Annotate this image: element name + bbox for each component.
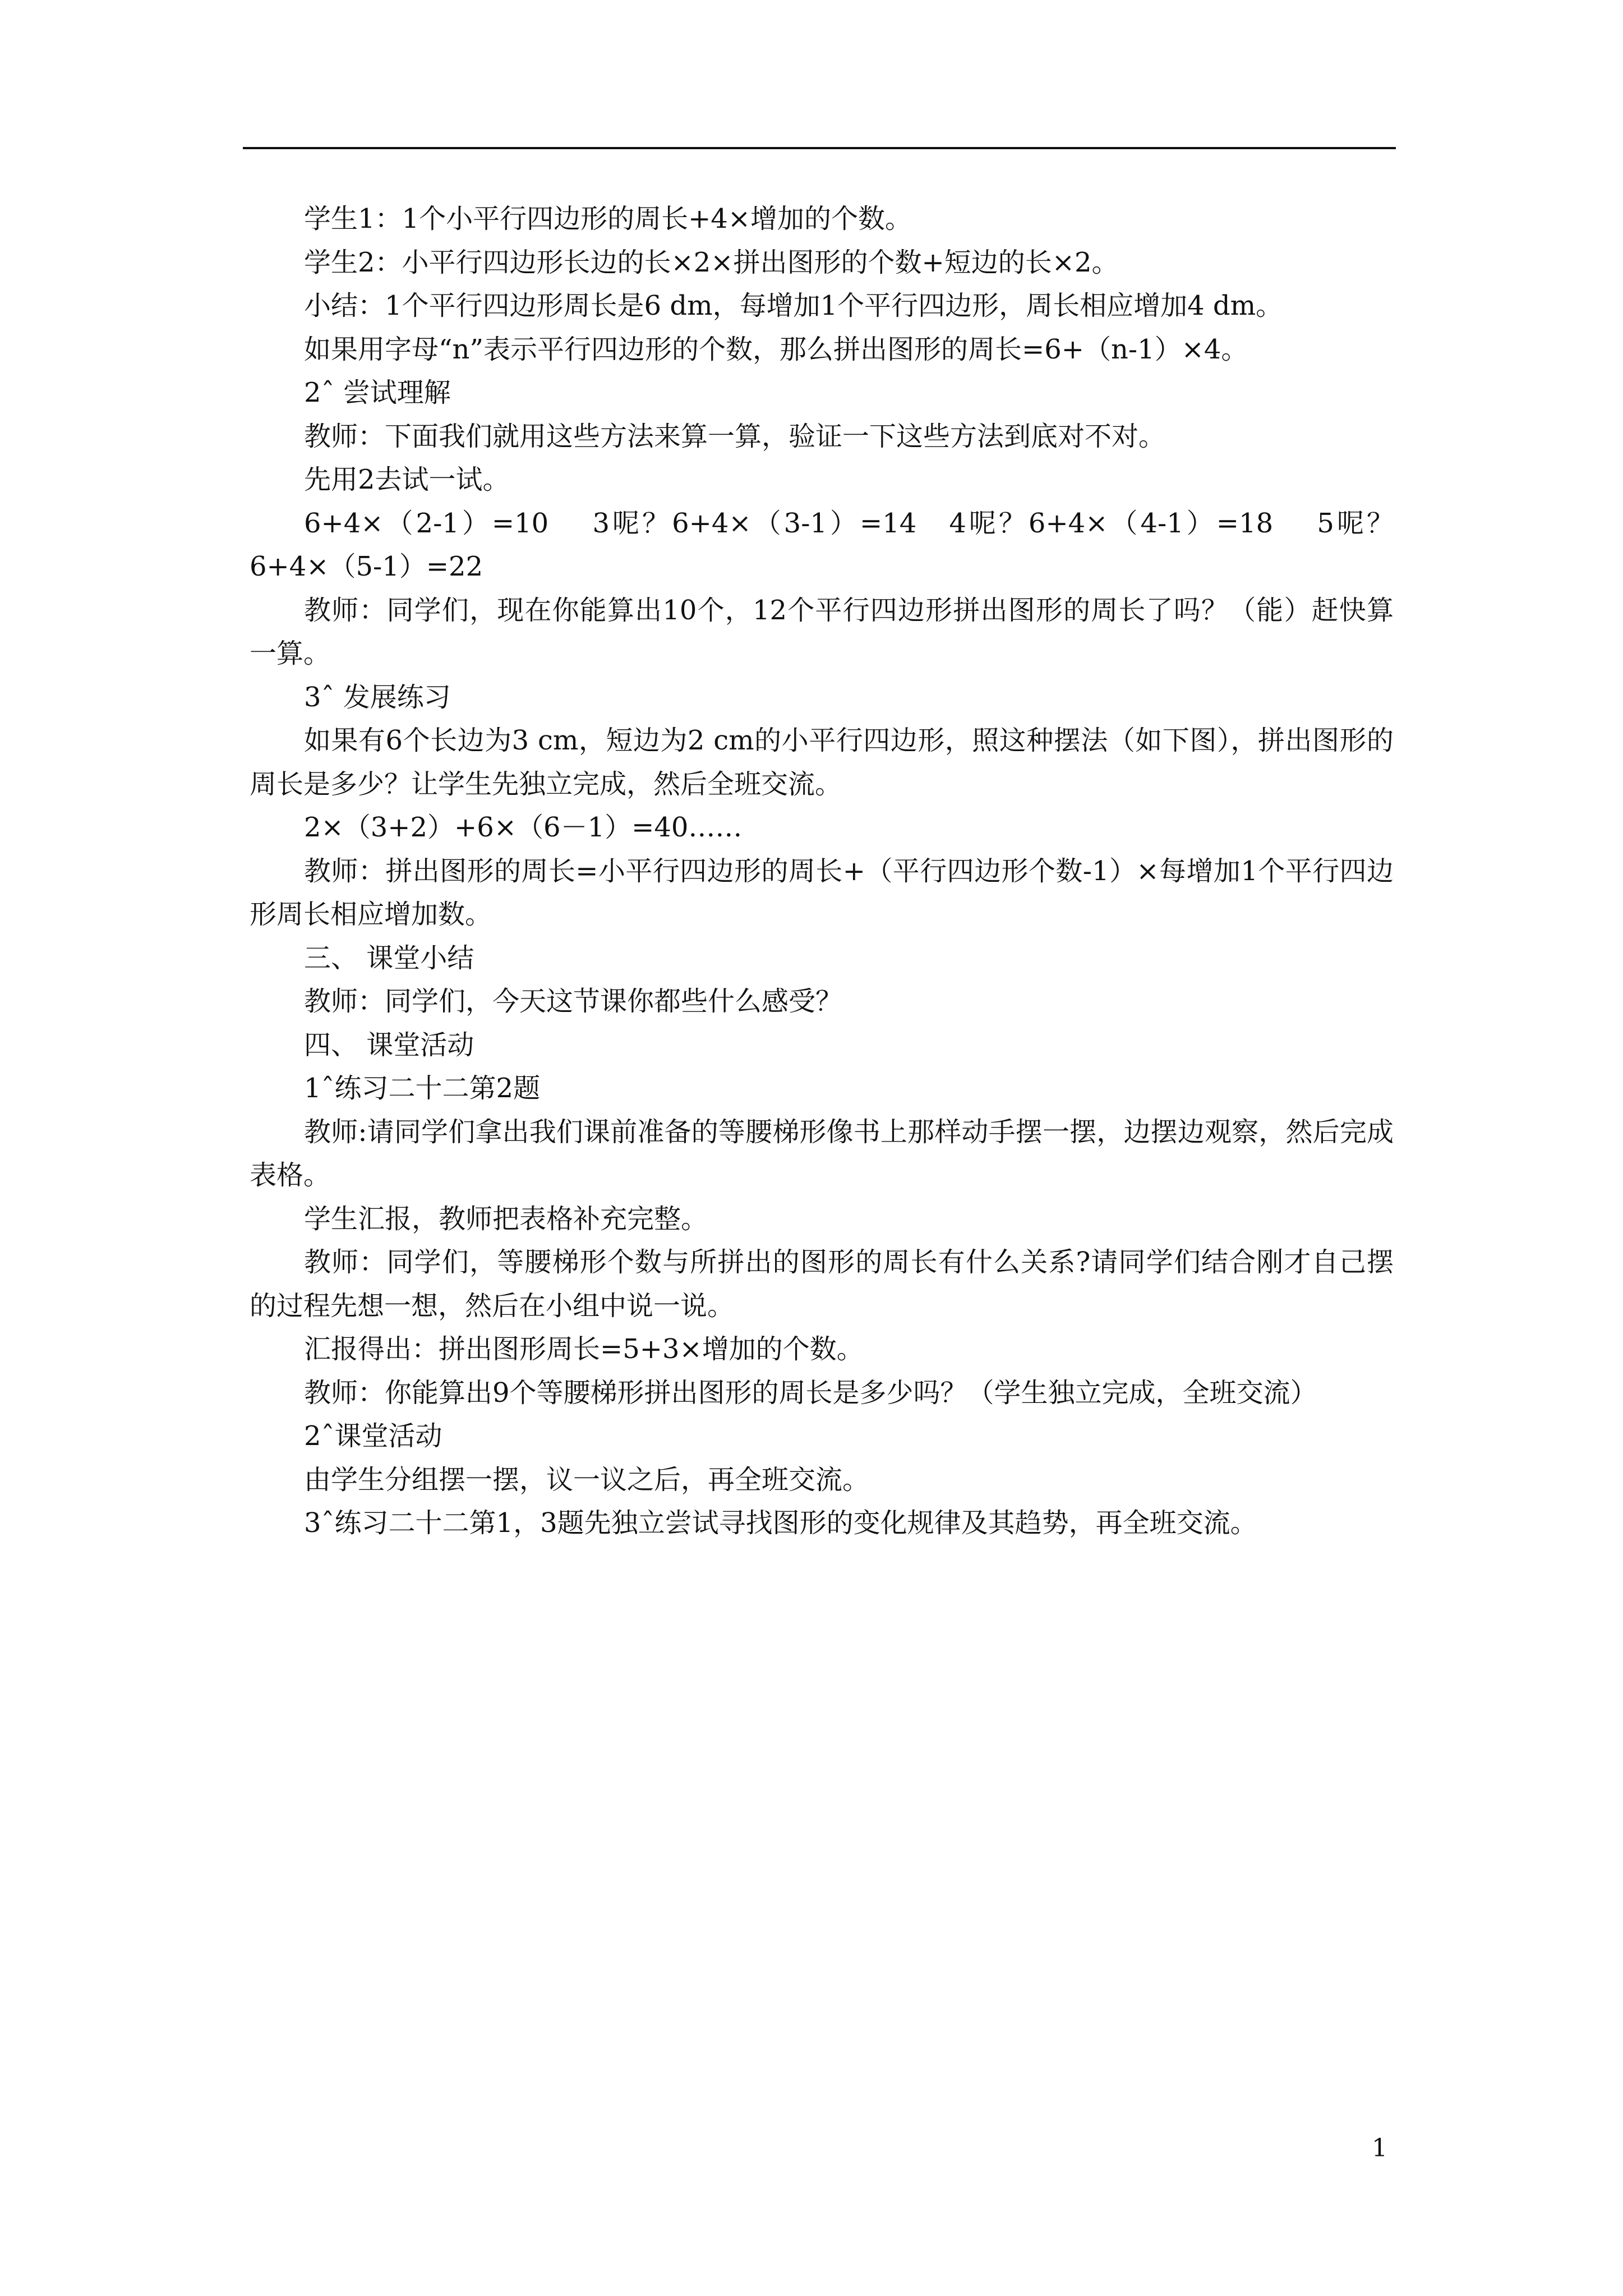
section-heading: 1ˆ练习二十二第2题 (304, 1073, 541, 1104)
page-number: 1 (1372, 2134, 1387, 2162)
header-rule (243, 147, 1396, 149)
paragraph: 教师:请同学们拿出我们课前准备的等腰梯形像书上那样动手摆一摆，边摆边观察，然后完成表格。 (250, 1116, 1394, 1191)
body-text (250, 197, 1394, 1545)
section-heading: 2ˆ课堂活动 (304, 1420, 442, 1452)
calculation-line: 6+4×（2-1）=10 3呢？6+4×（3-1）=14 4呢？6+4×（4-1）=18 5呢？6+4×（5-1）=22 (250, 507, 1394, 582)
paragraph: 教师：拼出图形的周长=小平行四边形的周长+（平行四边形个数-1）×每增加1个平行四边形周长相应增加数。 (250, 855, 1394, 930)
paragraph: 由学生分组摆一摆，议一议之后，再全班交流。 (304, 1464, 870, 1496)
paragraph: 教师：同学们，等腰梯形个数与所拼出的图形的周长有什么关系?请同学们结合刚才自己摆的过程先想一想，然后在小组中说一说。 (250, 1246, 1394, 1322)
paragraph: 如果用字母“n”表示平行四边形的个数，那么拼出图形的周长=6+（n-1）×4。 (304, 333, 1248, 365)
paragraph: 3ˆ练习二十二第1，3题先独立尝试寻找图形的变化规律及其趋势，再全班交流。 (304, 1507, 1257, 1539)
section-heading: 四、 课堂活动 (304, 1029, 474, 1061)
paragraph: 小结：1个平行四边形周长是6 dm，每增加1个平行四边形，周长相应增加4 dm。 (304, 290, 1283, 321)
paragraph: 如果有6个长边为3 cm，短边为2 cm的小平行四边形，照这种摆法（如下图），拼出图形的周长是多少？让学生先独立完成，然后全班交流。 (250, 725, 1394, 800)
paragraph: 汇报得出：拼出图形周长=5+3×增加的个数。 (304, 1333, 864, 1365)
paragraph: 教师：同学们，现在你能算出10个，12个平行四边形拼出图形的周长了吗？（能）赶快算一算。 (250, 594, 1394, 669)
paragraph: 教师：下面我们就用这些方法来算一算，验证一下这些方法到底对不对。 (304, 420, 1166, 452)
paragraph: 教师：同学们，今天这节课你都些什么感受？ (304, 986, 843, 1017)
paragraph: 学生汇报，教师把表格补充完整。 (304, 1203, 708, 1235)
section-heading: 三、 课堂小结 (304, 942, 474, 974)
section-heading: 3ˆ 发展练习 (304, 681, 451, 713)
paragraph: 教师：你能算出9个等腰梯形拼出图形的周长是多少吗？（学生独立完成，全班交流） (304, 1377, 1317, 1409)
calculation-line: 2×（3+2）+6×（6－1）=40…… (304, 812, 743, 843)
paragraph: 学生1：1个小平行四边形的周长+4×增加的个数。 (304, 203, 912, 234)
section-heading: 2ˆ 尝试理解 (304, 377, 451, 408)
paragraph: 学生2：小平行四边形长边的长×2×拼出图形的个数+短边的长×2。 (304, 246, 1119, 278)
paragraph: 先用2去试一试。 (304, 464, 510, 495)
